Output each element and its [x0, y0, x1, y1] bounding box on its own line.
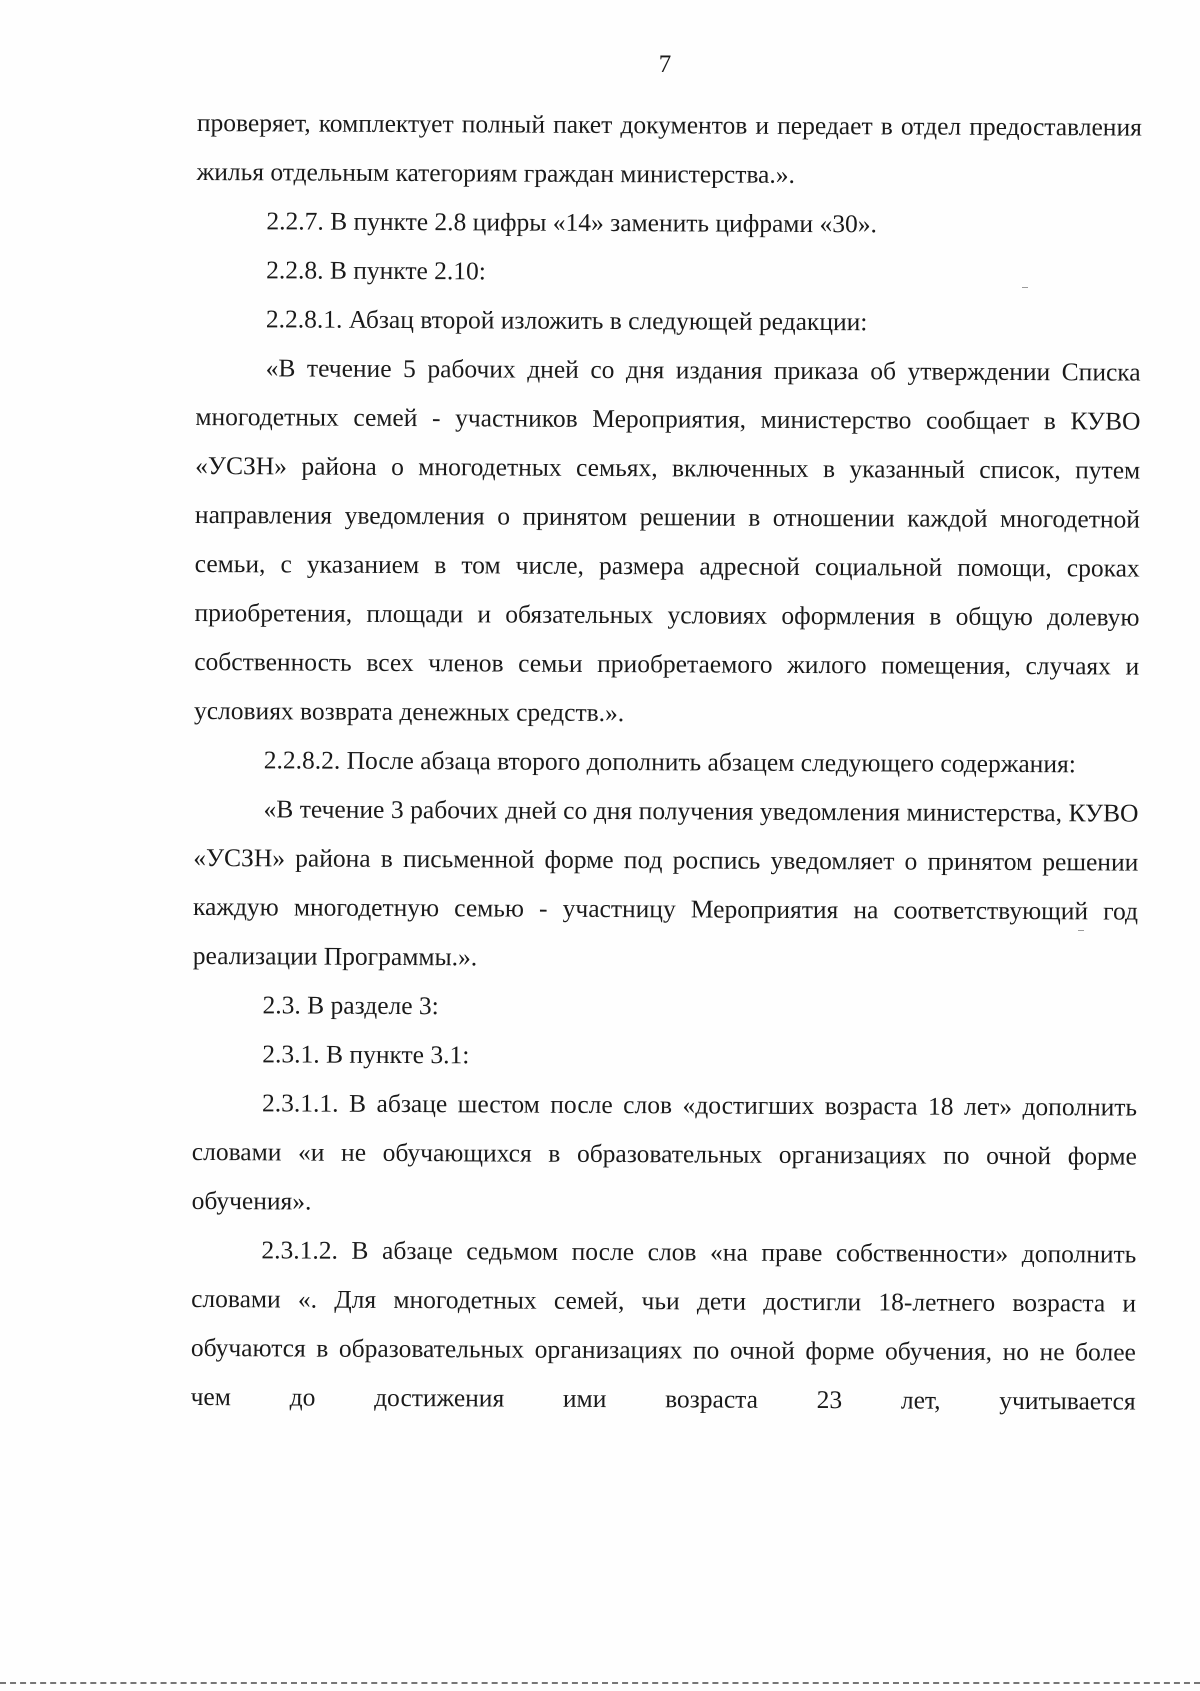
paragraph-2-3-1-2: 2.3.1.2. В абзаце седьмом после слов «на праве собственности» дополнить словами «. Для многодетных семей, чьи дети достигли 18-летнего возраста и обучаются в образовательных организациях по очной форме обучения, но не более чем до достижения ими возраста 23 лет, учитывается — [190, 1235, 1137, 1416]
paragraph-quoted-notification: «В течение 5 рабочих дней со дня издания приказа об утверждении Списка многодетных семей - участников Мероприятия, министерство сообщает в КУВО «УСЗН» района о многодетных семьях, включенных в указанный список, путем направления уведомления о принятом решении в отношении каждой многодетной семьи, с указанием в том числе, размера адресной социальной помощи, сроках приобретения, площади и обязательных условиях оформления в общую долевую собственность всех членов семьи приобретаемого жилого помещения, случаях и условиях возврата денежных средств.». — [193, 353, 1141, 728]
paragraph-2-2-7: 2.2.7. В пункте 2.8 цифры «14» заменить цифрами «30». — [266, 206, 877, 239]
paragraph-2-2-8: 2.2.8. В пункте 2.10: — [266, 255, 487, 286]
paragraph-2-3-1-1: 2.3.1.1. В абзаце шестом после слов «достигших возраста 18 лет» дополнить словами «и не обучающихся в образовательных организациях по очной форме обучения». — [191, 1088, 1138, 1216]
paragraph-quoted-signature: «В течение 3 рабочих дней со дня получения уведомления министерства, КУВО «УСЗН» района в письменной форме под роспись уведомляет о принятом решении каждую многодетную семью - участницу Мероприятия на соответствующий год реализации Программы.». — [192, 794, 1139, 972]
paragraph-continuation: проверяет, комплектует полный пакет документов и передает в отдел предоставления жилья отдельным категориям граждан министерства.». — [196, 107, 1142, 189]
paragraph-2-2-8-1: 2.2.8.1. Абзац второй изложить в следующей редакции: — [265, 304, 868, 337]
paragraph-2-3: 2.3. В разделе 3: — [262, 990, 439, 1021]
scan-bottom-edge — [0, 1682, 1200, 1684]
paragraph-2-3-1: 2.3.1. В пункте 3.1: — [262, 1039, 470, 1070]
scan-speck — [1022, 287, 1028, 288]
page-number: 7 — [658, 51, 672, 78]
paragraph-2-2-8-2: 2.2.8.2. После абзаца второго дополнить абзацем следующего содержания: — [263, 745, 1076, 779]
scan-speck — [1078, 930, 1084, 931]
document-body — [191, 98, 1142, 1426]
